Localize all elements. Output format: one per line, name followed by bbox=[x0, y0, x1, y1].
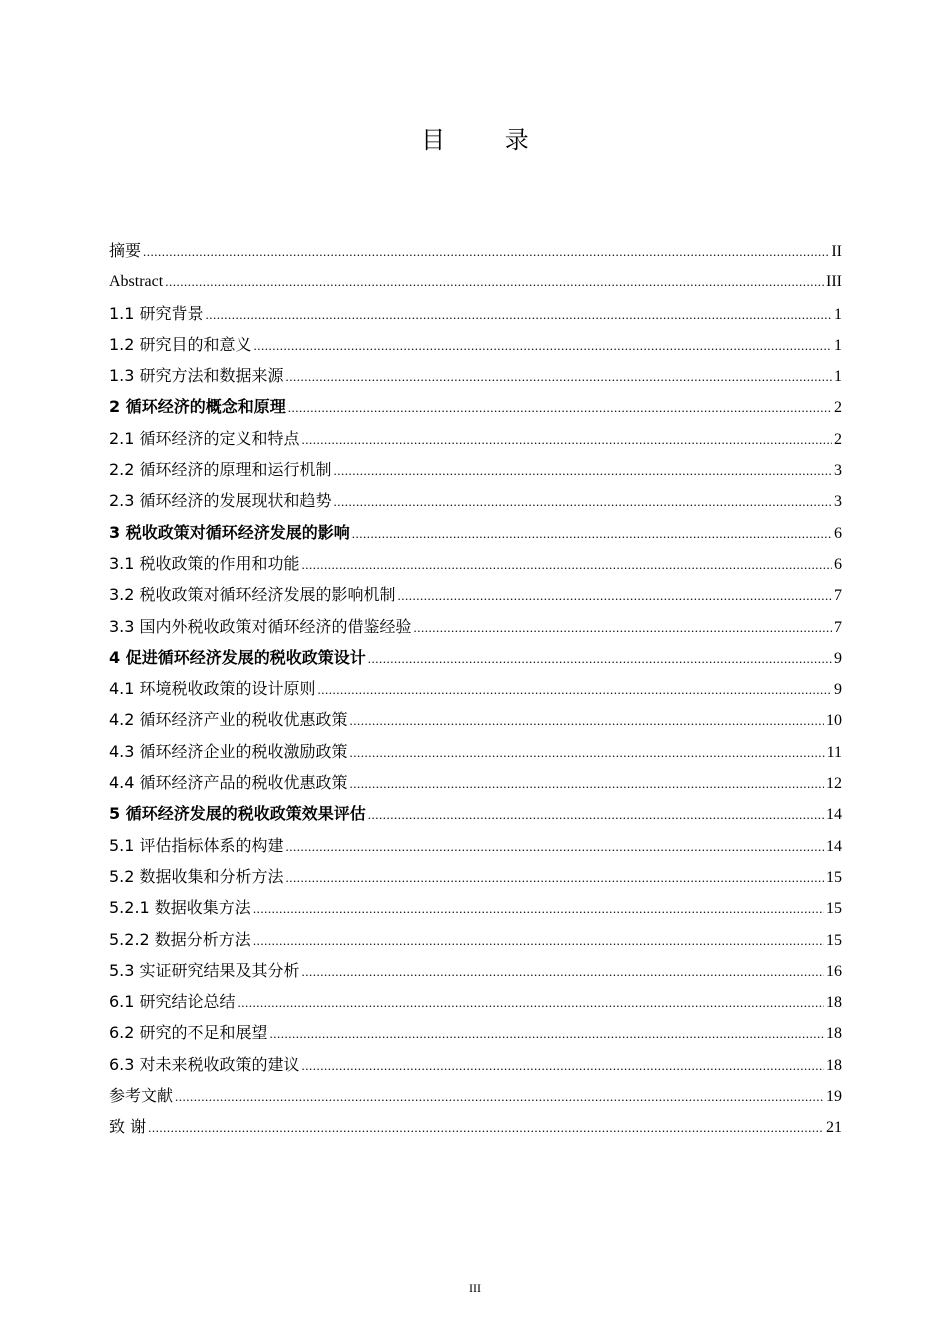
toc-dot-leader bbox=[302, 1050, 824, 1081]
toc-dot-leader bbox=[368, 799, 824, 830]
toc-entry-page-number: 11 bbox=[826, 743, 842, 761]
toc-dot-leader bbox=[368, 643, 832, 674]
toc-entry-label: 3 税收政策对循环经济发展的影响 bbox=[109, 522, 350, 542]
toc-dot-leader bbox=[270, 1018, 824, 1049]
toc-entry-label: 6.3 对未来税收政策的建议 bbox=[109, 1054, 300, 1074]
toc-entry-page-number: 16 bbox=[826, 962, 842, 980]
page-number-footer: III bbox=[469, 1281, 481, 1295]
toc-entry-page-number: 3 bbox=[834, 462, 842, 480]
toc-entry-label: 1.1 研究背景 bbox=[109, 303, 204, 323]
toc-entry[interactable] bbox=[109, 548, 842, 579]
toc-entry[interactable] bbox=[109, 861, 842, 892]
toc-entry[interactable] bbox=[109, 986, 842, 1017]
toc-entry[interactable] bbox=[109, 485, 842, 516]
toc-entry-label: 3.1 税收政策的作用和功能 bbox=[109, 553, 300, 573]
toc-entry-page-number: 15 bbox=[826, 931, 842, 949]
toc-entry-page-number: 15 bbox=[826, 868, 842, 886]
toc-entry-label: 5.2.2 数据分析方法 bbox=[109, 929, 251, 949]
toc-dot-leader bbox=[350, 737, 825, 768]
toc-entry-page-number: 1 bbox=[834, 336, 842, 354]
toc-dot-leader bbox=[352, 518, 832, 549]
toc-entry[interactable] bbox=[109, 391, 842, 422]
toc-entry[interactable] bbox=[109, 611, 842, 642]
toc-entry-page-number: 19 bbox=[826, 1088, 842, 1106]
toc-entry-page-number: 1 bbox=[834, 368, 842, 386]
toc-entry-label: 2.2 循环经济的原理和运行机制 bbox=[109, 460, 332, 480]
toc-entry[interactable] bbox=[109, 235, 842, 266]
toc-entry-label: 1.2 研究目的和意义 bbox=[109, 334, 252, 354]
toc-entry[interactable] bbox=[109, 892, 842, 923]
toc-entry[interactable] bbox=[109, 798, 842, 829]
toc-dot-leader bbox=[302, 424, 832, 455]
table-of-contents bbox=[109, 235, 842, 1143]
toc-entry[interactable] bbox=[109, 1080, 842, 1111]
toc-entry-page-number: 7 bbox=[834, 587, 842, 605]
toc-entry-page-number: 10 bbox=[826, 712, 842, 730]
toc-entry-page-number: 6 bbox=[834, 524, 842, 542]
toc-entry-page-number: 9 bbox=[834, 649, 842, 667]
toc-entry-label: 2.3 循环经济的发展现状和趋势 bbox=[109, 491, 332, 511]
toc-dot-leader bbox=[302, 549, 832, 580]
toc-entry[interactable] bbox=[109, 830, 842, 861]
toc-entry-label: 4.1 环境税收政策的设计原则 bbox=[109, 679, 316, 699]
toc-entry-label: 4.4 循环经济产品的税收优惠政策 bbox=[109, 773, 348, 793]
toc-entry[interactable] bbox=[109, 517, 842, 548]
toc-entry-page-number: 18 bbox=[826, 1025, 842, 1043]
toc-entry[interactable] bbox=[109, 423, 842, 454]
toc-entry[interactable] bbox=[109, 736, 842, 767]
toc-dot-leader bbox=[148, 1112, 824, 1143]
toc-entry-page-number: 21 bbox=[826, 1119, 842, 1137]
toc-entry[interactable] bbox=[109, 1017, 842, 1048]
toc-entry-page-number: 12 bbox=[826, 775, 842, 793]
toc-dot-leader bbox=[286, 831, 824, 862]
toc-entry[interactable] bbox=[109, 673, 842, 704]
toc-entry-label: 5 循环经济发展的税收政策效果评估 bbox=[109, 804, 366, 824]
toc-dot-leader bbox=[334, 455, 832, 486]
toc-dot-leader bbox=[350, 705, 824, 736]
toc-dot-leader bbox=[398, 580, 832, 611]
toc-entry-label: 4.2 循环经济产业的税收优惠政策 bbox=[109, 710, 348, 730]
toc-entry-page-number: 18 bbox=[826, 1056, 842, 1074]
toc-entry[interactable] bbox=[109, 1049, 842, 1080]
toc-entry-label: 5.2 数据收集和分析方法 bbox=[109, 866, 284, 886]
toc-dot-leader bbox=[350, 768, 824, 799]
toc-entry-page-number: 1 bbox=[834, 305, 842, 323]
toc-entry-label: 1.3 研究方法和数据来源 bbox=[109, 366, 284, 386]
toc-entry-page-number: 2 bbox=[834, 399, 842, 417]
toc-entry-page-number: 7 bbox=[834, 618, 842, 636]
toc-dot-leader bbox=[253, 893, 824, 924]
toc-entry[interactable] bbox=[109, 579, 842, 610]
toc-entry[interactable] bbox=[109, 1111, 842, 1142]
toc-entry-label: 4 促进循环经济发展的税收政策设计 bbox=[109, 647, 366, 667]
toc-entry-page-number: 9 bbox=[834, 681, 842, 699]
toc-entry-label: 摘要 bbox=[109, 241, 142, 260]
toc-dot-leader bbox=[238, 987, 824, 1018]
toc-dot-leader bbox=[334, 486, 832, 517]
toc-entry-label: 3.2 税收政策对循环经济发展的影响机制 bbox=[109, 585, 396, 605]
toc-entry-label: 4.3 循环经济企业的税收激励政策 bbox=[109, 741, 348, 761]
toc-dot-leader bbox=[206, 299, 832, 330]
toc-dot-leader bbox=[302, 956, 824, 987]
toc-entry-label: 2 循环经济的概念和原理 bbox=[109, 397, 286, 417]
toc-entry[interactable] bbox=[109, 329, 842, 360]
toc-entry-label: 3.3 国内外税收政策对循环经济的借鉴经验 bbox=[109, 616, 412, 636]
toc-entry-page-number: II bbox=[831, 243, 842, 260]
toc-entry-label: Abstract bbox=[109, 273, 164, 291]
toc-entry-label: 5.1 评估指标体系的构建 bbox=[109, 835, 284, 855]
toc-dot-leader bbox=[286, 862, 824, 893]
toc-entry-page-number: III bbox=[826, 273, 842, 291]
toc-entry-page-number: 3 bbox=[834, 493, 842, 511]
toc-entry[interactable] bbox=[109, 298, 842, 329]
toc-dot-leader bbox=[143, 236, 829, 267]
toc-entry-label: 5.3 实证研究结果及其分析 bbox=[109, 960, 300, 980]
toc-dot-leader bbox=[288, 392, 832, 423]
toc-dot-leader bbox=[318, 674, 832, 705]
toc-dot-leader bbox=[175, 1081, 824, 1112]
toc-dot-leader bbox=[253, 925, 824, 956]
toc-entry-page-number: 14 bbox=[826, 806, 842, 824]
toc-entry[interactable] bbox=[109, 642, 842, 673]
toc-entry[interactable] bbox=[109, 955, 842, 986]
toc-entry-page-number: 18 bbox=[826, 994, 842, 1012]
page-title: 目 录 bbox=[421, 126, 555, 154]
toc-entry[interactable] bbox=[109, 266, 842, 297]
toc-entry-label: 6.1 研究结论总结 bbox=[109, 992, 236, 1012]
toc-dot-leader bbox=[165, 266, 824, 297]
toc-entry-label: 2.1 循环经济的定义和特点 bbox=[109, 428, 300, 448]
toc-entry-label: 致 谢 bbox=[109, 1117, 147, 1137]
toc-entry-label: 5.2.1 数据收集方法 bbox=[109, 898, 251, 918]
toc-entry-page-number: 2 bbox=[834, 430, 842, 448]
toc-entry-label: 6.2 研究的不足和展望 bbox=[109, 1023, 268, 1043]
toc-entry[interactable] bbox=[109, 924, 842, 955]
toc-entry[interactable] bbox=[109, 704, 842, 735]
toc-dot-leader bbox=[414, 612, 832, 643]
toc-dot-leader bbox=[286, 361, 832, 392]
toc-entry[interactable] bbox=[109, 767, 842, 798]
toc-entry[interactable] bbox=[109, 454, 842, 485]
toc-dot-leader bbox=[254, 330, 832, 361]
toc-entry-label: 参考文献 bbox=[109, 1086, 174, 1106]
toc-entry-page-number: 6 bbox=[834, 555, 842, 573]
toc-entry-page-number: 14 bbox=[826, 837, 842, 855]
toc-entry[interactable] bbox=[109, 360, 842, 391]
toc-entry-page-number: 15 bbox=[826, 900, 842, 918]
